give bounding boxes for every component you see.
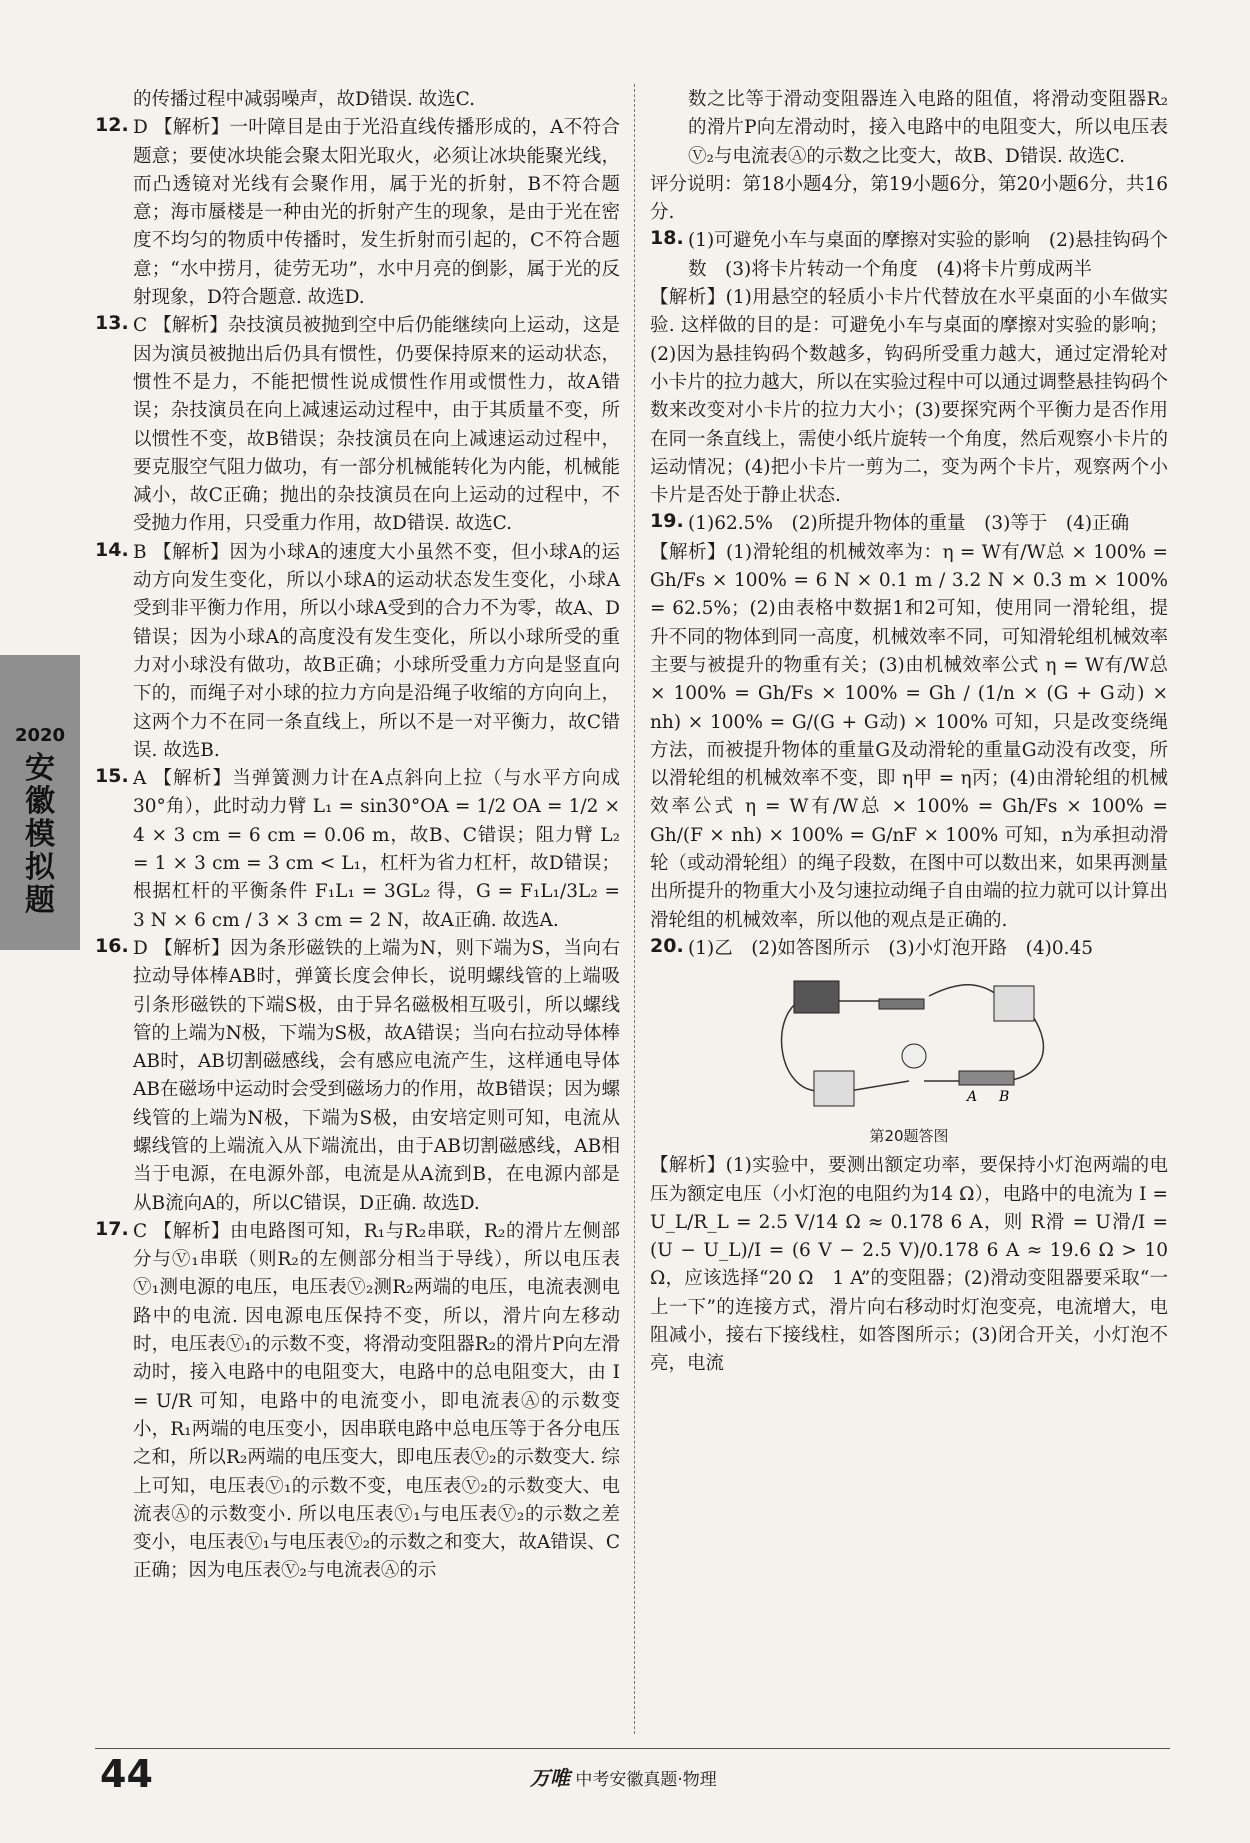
analysis-text: 【解析】(1)实验中，要测出额定功率，要保持小灯泡两端的电压为额定电压（小灯泡的电阻约为14 Ω），电路中的电流为 I = U_L/R_L = 2.5 V/14 Ω ≈ 0.178 6 A，则 R滑 = U滑/I = (U − U_L)/I = (6 V − 2.5 V)/0.178 6 A ≈ 19.6 Ω > 10 Ω，应该选择“20 Ω 1 A”的变阻器；(2)滑动变阻器要采取“一上一下”的连接方式，滑片向右移动时灯泡变亮，电流增大，电阻减小，接右下接线柱，如答图所示；(3)闭合开关，小灯泡不亮，电流	[650, 1155, 1168, 1375]
battery-icon	[794, 981, 839, 1013]
answer-text: (1)可避免小车与桌面的摩擦对实验的影响 (2)悬挂钩码个数 (3)将卡片转动一个角度 (4)将卡片剪成两半	[688, 230, 1168, 280]
question-16	[95, 935, 620, 1218]
answer-text: (1)乙 (2)如答图所示 (3)小灯泡开路 (4)0.45	[688, 937, 1094, 959]
page-number: 44	[100, 1752, 153, 1796]
question-20	[650, 935, 1168, 963]
answer-text: (1)62.5% (2)所提升物体的重量 (3)等于 (4)正确	[688, 513, 1130, 535]
question-text: D 【解析】因为条形磁铁的上端为N，则下端为S，当向右拉动导体棒AB时，弹簧长度会伸长，说明螺线管的上端吸引条形磁铁的下端S极，由于异名磁极相互吸引，所以螺线管的上端为N极，下端为S极，故A错误；当向右拉动导体棒AB时，AB切割磁感线，会有感应电流产生，这样通电导体AB在磁场中运动时会受到磁场力的作用，故B错误；因为螺线管的上端为N极，下端为S极，由安培定则可知，电流从螺线管的上端流入从下端流出，由于AB切割磁感线，AB相当于电源，在电源外部，电流是从A流到B，在电源内部是从B流向A的，所以C错误，D正确. 故选D.	[133, 937, 620, 1214]
bulb-icon	[902, 1044, 926, 1068]
footer-title	[530, 1762, 717, 1791]
question-text: B 【解析】因为小球A的速度大小虽然不变，但小球A的运动方向发生变化，所以小球A的运动状态发生变化，小球A受到非平衡力作用，所以小球A受到的合力不为零，故A、D错误；因为小球A的高度没有发生变化，所以小球所受的重力对小球没有做功，故B正确；小球所受重力方向是竖直向下的，而绳子对小球的拉力方向是沿绳子收缩的方向向上，这两个力不在同一条直线上，所以不是一对平衡力，故C错误. 故选B.	[133, 541, 620, 761]
question-18	[650, 227, 1168, 284]
question-13	[95, 312, 620, 538]
analysis-text: 【解析】(1)用悬空的轻质小卡片代替放在水平桌面的小车做实验. 这样做的目的是：可避免小车与桌面的摩擦对实验的影响；(2)因为悬挂钩码个数越多，钩码所受重力越大，通过定滑轮对小卡片的拉力越大，所以在实验过程中可以通过调整悬挂钩码个数来改变对小卡片的拉力大小；(3)要探究两个平衡力是否作用在同一条直线上，需使小纸片旋转一个角度，然后观察小卡片的运动情况；(4)把小卡片一剪为二，变为两个卡片，观察两个小卡片是否处于静止状态.	[650, 287, 1169, 507]
terminal-b-label: B	[999, 1089, 1010, 1106]
question-text: C 【解析】杂技演员被抛到空中后仍能继续向上运动，这是因为演员被抛出后仍具有惯性，仍要保持原来的运动状态，惯性不是力，不能把惯性说成惯性作用或惯性力，故A错误；杂技演员在向上减速运动过程中，由于其质量不变，所以惯性不变，故B错误；杂技演员在向上减速运动过程中，要克服空气阻力做功，有一部分机械能转化为内能，机械能减小，故C正确；抛出的杂技演员在向上运动的过程中，不受抛力作用，只受重力作用，故D错误. 故选C.	[133, 315, 620, 535]
question-number: 12.	[95, 114, 129, 137]
sidebar-year: 2020	[14, 725, 66, 746]
rheostat-icon	[959, 1071, 1014, 1085]
terminal-a-label: A	[967, 1089, 978, 1106]
question-number: 18.	[650, 227, 684, 250]
question-number: 16.	[95, 934, 129, 957]
question-number: 20.	[650, 934, 684, 957]
question-number: 13.	[95, 312, 129, 335]
scoring-note: 评分说明：第18小题4分，第19小题6分，第20小题6分，共16分.	[650, 173, 1168, 224]
question-number: 17.	[95, 1217, 129, 1240]
column-divider	[634, 84, 635, 1734]
intro-text: 的传播过程中减弱噪声，故D错误. 故选C.	[133, 89, 475, 110]
question-number: 15.	[95, 765, 129, 788]
switch-icon	[879, 999, 924, 1009]
question-text: D 【解析】一叶障目是由于光沿直线传播形成的，A不符合题意；要使冰块能会聚太阳光取火，必须让冰块能聚光线，而凸透镜对光线有会聚作用，属于光的折射，B不符合题意；海市蜃楼是一种由光的折射产生的现象，是由于光在密度不均匀的物质中传播时，发生折射而引起的，C不符合题意；“水中捞月，徒劳无功”，水中月亮的倒影，属于光的反射现象，D符合题意. 故选D.	[133, 117, 620, 309]
question-number: 19.	[650, 510, 684, 533]
question-19	[650, 510, 1168, 538]
continued-text: 数之比等于滑动变阻器连入电路的阻值，将滑动变阻器R₂的滑片P向左滑动时，接入电路中的电阻变大，所以电压表Ⓥ₂与电流表Ⓐ的示数之比变大，故B、D错误. 故选C.	[688, 89, 1168, 167]
footer-divider	[95, 1748, 1170, 1749]
voltmeter-icon	[994, 986, 1034, 1021]
analysis-text: 【解析】(1)滑轮组的机械效率为：η = W有/W总 × 100% = Gh/Fs × 100% = 6 N × 0.1 m / 3.2 N × 0.3 m × 100% = 62.5%；(2)由表格中数据1和2可知，使用同一滑轮组，提升不同的物体到同一高度，机械效率不同，可知滑轮组机械效率主要与被提升的物重有关；(3)由机械效率公式 η = W有/W总 × 100% = Gh/Fs × 100% = Gh / (1/n × (G + G动) × nh) × 100% = G/(G + G动) × 100% 可知，只是改变绕绳方法，而被提升物体的重量G及动滑轮的重量G动没有改变，所以滑轮组的机械效率不变，即 η甲 = η丙；(4)由滑轮组的机械效率公式 η = W有/W总 × 100% = Gh/Fs × 100% = Gh/(F × nh) × 100% = G/nF × 100% 可知，n为承担动滑轮（或动滑轮组）的绳子段数，在图中可以数出来，如果再测量出所提升的物重大小及匀速拉动绳子自由端的拉力就可以计算出滑轮组的机械效率，所以他的观点是正确的.	[650, 541, 1169, 931]
brand-logo: 万唯	[530, 1766, 570, 1790]
sidebar-label: 安徽模拟题	[25, 751, 55, 918]
sidebar-tab	[0, 655, 80, 950]
figure-caption: 第20题答图	[869, 1127, 949, 1146]
question-text: C 【解析】由电路图可知，R₁与R₂串联，R₂的滑片左侧部分与Ⓥ₁串联（则R₂的左侧部分相当于导线），所以电压表Ⓥ₁测电源的电压，电压表Ⓥ₂测R₂两端的电压，电流表测电路中的电流. 因电源电压保持不变，所以，滑片向左移动时，电压表Ⓥ₁的示数不变，将滑动变阻器R₂的滑片P向左滑动时，接入电路中的电阻变大，电路中的总电阻变大，由 I = U/R 可知，电路中的电流变小，即电流表Ⓐ的示数变小，R₁两端的电压变小，因串联电路中总电压等于各分电压之和，所以R₂两端的电压变大，即电压表Ⓥ₂的示数变大. 综上可知，电压表Ⓥ₁的示数不变，电压表Ⓥ₂的示数变大、电流表Ⓐ的示数变小. 所以电压表Ⓥ₁与电压表Ⓥ₂的示数之差变小，电压表Ⓥ₁与电压表Ⓥ₂的示数之和变大，故A错误、C正确；因为电压表Ⓥ₂与电流表Ⓐ的示	[133, 1220, 620, 1582]
right-column	[650, 86, 1168, 1379]
book-title: 中考安徽真题·物理	[575, 1770, 717, 1790]
circuit-diagram	[759, 971, 1059, 1121]
ammeter-icon	[814, 1071, 854, 1106]
left-column	[95, 86, 620, 1586]
question-number: 14.	[95, 538, 129, 561]
question-12	[95, 114, 620, 312]
question-15	[95, 765, 620, 935]
circuit-figure	[650, 971, 1168, 1146]
question-text: A 【解析】当弹簧测力计在A点斜向上拉（与水平方向成30°角），此时动力臂 L₁ = sin30°OA = 1/2 OA = 1/2 × 4 × 3 cm = 6 cm = 0.06 m，故B、C错误；阻力臂 L₂ = 1 × 3 cm = 3 cm < L₁，杠杆为省力杠杆，故D错误；根据杠杆的平衡条件 F₁L₁ = 3GL₂ 得，G = F₁L₁/3L₂ = 3 N × 6 cm / 3 × 3 cm = 2 N，故A正确. 故选A.	[133, 768, 620, 931]
question-17	[95, 1218, 620, 1586]
question-14	[95, 539, 620, 765]
